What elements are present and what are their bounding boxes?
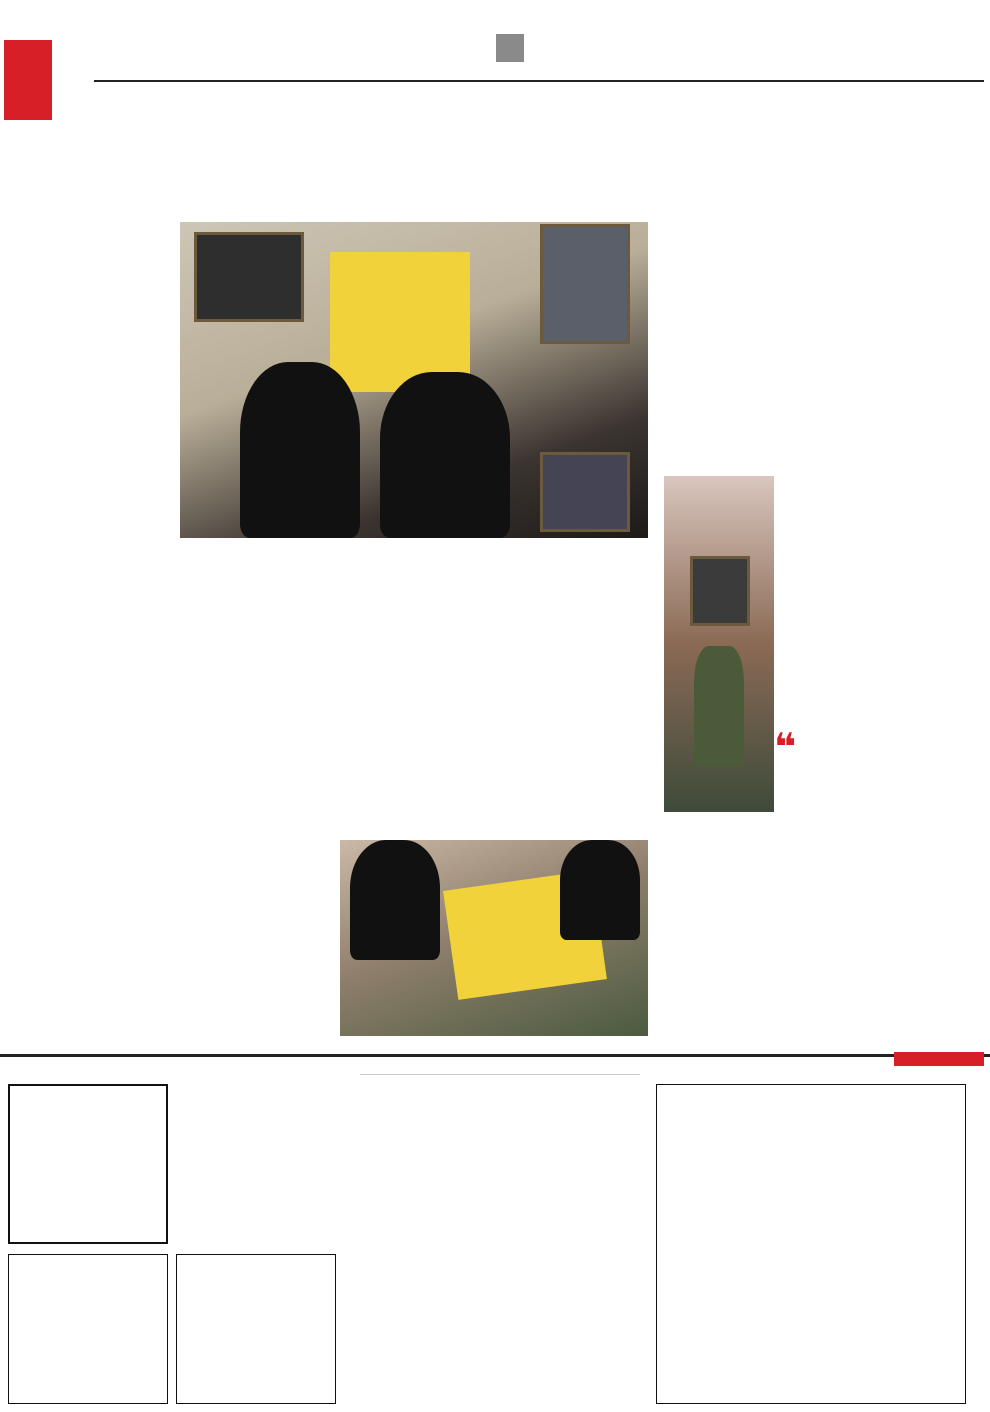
- crossword-grid[interactable]: [656, 1084, 966, 1404]
- quote-icon: ❝: [774, 725, 797, 769]
- center-column: [340, 540, 490, 834]
- down-clues: [360, 1306, 640, 1406]
- martyr-portrait: [540, 224, 630, 344]
- funeral-photo: [664, 476, 774, 812]
- portrait-frame: [690, 556, 750, 626]
- page-header: [0, 0, 990, 118]
- interview-photo: [180, 222, 648, 538]
- yellow-flag: [330, 252, 470, 392]
- section-label: [894, 1052, 984, 1066]
- answer-grid: [8, 1254, 168, 1404]
- header-divider: [94, 80, 984, 82]
- photo-caption: [648, 476, 662, 716]
- section-masthead: [404, 28, 534, 83]
- mourner-figure: [560, 840, 640, 940]
- poster-frame: [194, 232, 304, 322]
- child-figure: [694, 646, 744, 766]
- mid-top-column: [664, 410, 774, 476]
- woman-figure-left: [240, 362, 360, 538]
- far-left-column: [8, 222, 172, 1040]
- crossword-row-numbers: [968, 1084, 988, 1404]
- woman-figure-center: [380, 372, 510, 538]
- sudoku-grid[interactable]: [8, 1084, 168, 1244]
- flag-icon: [496, 34, 524, 62]
- across-clues: [360, 1150, 640, 1282]
- grave-photo: [340, 840, 648, 1036]
- mourner-figure: [350, 840, 440, 960]
- answer-grid-2: [176, 1254, 336, 1404]
- center-left-column: [180, 540, 332, 1040]
- middle-right-column: [498, 540, 648, 834]
- newspaper-logo: [4, 40, 52, 120]
- framed-photo: [540, 452, 630, 532]
- right-column: [780, 476, 982, 1046]
- designer-credit: [360, 1070, 640, 1075]
